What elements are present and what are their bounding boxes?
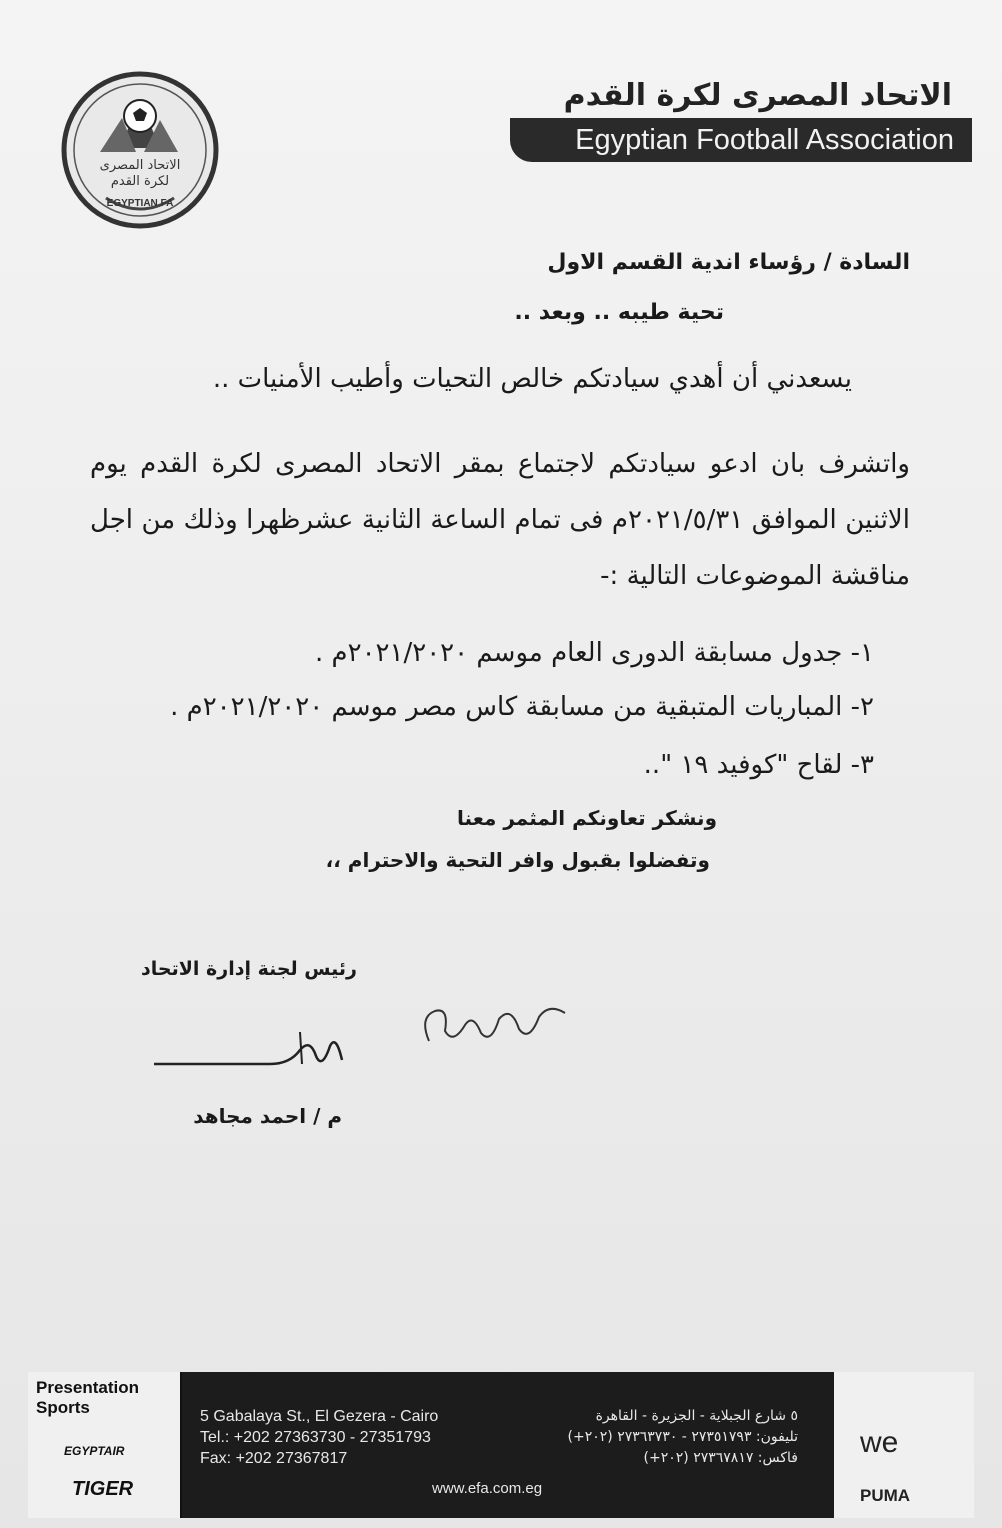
website-link: www.efa.com.eg	[432, 1480, 543, 1497]
greeting: تحية طيبه .. وبعد ..	[514, 300, 724, 325]
addressee: السادة / رؤساء اندية القسم الاول	[547, 250, 910, 275]
sponsor-egyptair: EGYPTAIR	[64, 1444, 125, 1458]
address-line: 5 Gabalaya St., El Gezera - Cairo	[200, 1408, 439, 1425]
signatory-name: م / احمد مجاهد	[193, 1104, 342, 1128]
org-name-ar: الاتحاد المصرى لكرة القدم	[563, 78, 952, 113]
signatory-title: رئيس لجنة إدارة الاتحاد	[141, 958, 357, 980]
intro-line: يسعدني أن أهدي سيادتكم خالص التحيات وأطيب الأمنيات ..	[212, 364, 852, 394]
letterhead-footer	[28, 1372, 974, 1518]
sponsor-we: we	[860, 1426, 899, 1459]
agenda-item: ٣- لقاح "كوفيد ١٩ "..	[643, 750, 874, 780]
agenda-item: ١- جدول مسابقة الدورى العام موسم ٢٠٢١/٢٠٢٠م .	[314, 638, 874, 668]
logo-text-ar: الاتحاد المصرى لكرة القدم	[99, 158, 181, 189]
invitation-paragraph: واتشرف بان ادعو سيادتكم لاجتماع بمقر الاتحاد المصرى لكرة القدم يوم الاثنين الموافق ٢٠٢١/٥/٣١م فى تمام الساعة الثانية عشرظهرا وذلك من اجل مناقشة الموضوعات التالية :-	[90, 449, 910, 591]
address-en	[200, 1406, 438, 1469]
tel-line-ar: تليفون: ٢٧٣٥١٧٩٣ - ٢٧٣٦٣٧٣٠ (٢٠٢+)	[567, 1429, 798, 1445]
sponsor-presentation: Presentation Sports	[36, 1378, 139, 1417]
sponsor-tiger: TIGER	[72, 1478, 134, 1500]
sponsor-puma: PUMA	[860, 1486, 911, 1505]
closing-line: وتفضلوا بقبول وافر التحية والاحترام ،،	[325, 848, 710, 872]
thanks-line: ونشكر تعاونكم المثمر معنا	[457, 806, 717, 830]
efa-logo	[60, 70, 220, 230]
address-line-ar: ٥ شارع الجبلاية - الجزيرة - القاهرة	[595, 1408, 798, 1424]
org-name-en: Egyptian Football Association	[575, 124, 954, 156]
address-ar	[568, 1406, 798, 1469]
logo-text-en: EGYPTIAN FA	[106, 198, 174, 209]
sponsor-panel	[28, 1372, 182, 1518]
fax-line: Fax: +202 27367817	[200, 1450, 348, 1467]
sponsor-panel-right	[834, 1372, 974, 1518]
handwritten-note	[415, 995, 575, 1055]
tel-line: Tel.: +202 27363730 - 27351793	[200, 1429, 431, 1446]
agenda-item: ٢- المباريات المتبقية من مسابقة كاس مصر موسم ٢٠٢١/٢٠٢٠م .	[170, 692, 874, 722]
fax-line-ar: فاكس: ٢٧٣٦٧٨١٧ (٢٠٢+)	[643, 1450, 798, 1466]
signature	[150, 1020, 350, 1080]
